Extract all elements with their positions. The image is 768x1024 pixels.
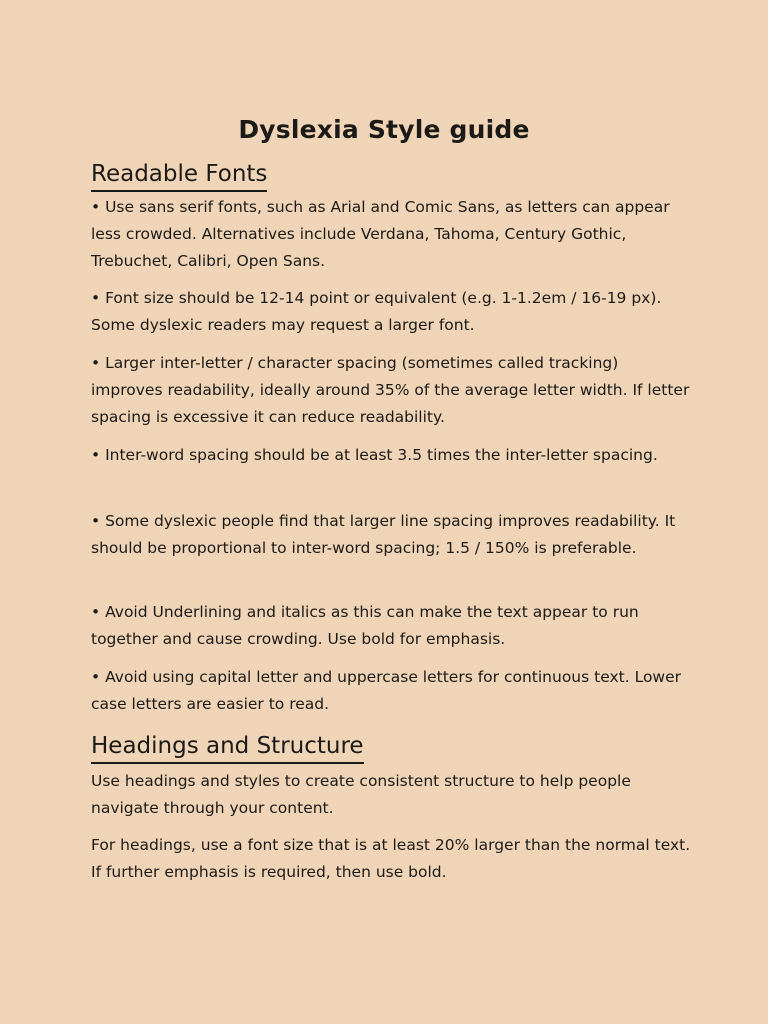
paragraph-line-spacing: • Some dyslexic people find that larger line spacing improves readability. It should be proportional to inter-word spacing; 1.5 / 150% is preferable. — [91, 512, 676, 557]
paragraph-avoid-capitals: • Avoid using capital letter and uppercase letters for continuous text. Lower case letters are easier to read. — [91, 668, 682, 713]
paragraph-avoid-underlining: • Avoid Underlining and italics as this can make the text appear to run together and cause crowding. Use bold for emphasis. — [91, 603, 639, 648]
document-title: Dyslexia Style guide — [238, 115, 530, 144]
section-heading-readable-fonts: Readable Fonts — [91, 159, 267, 192]
paragraph-letter-spacing: • Larger inter-letter / character spacing (sometimes called tracking) improves readability, ideally around 35% of the average letter width. If letter spacing is excessive it can reduce readability. — [91, 354, 690, 426]
paragraph-word-spacing: • Inter-word spacing should be at least 3.5 times the inter-letter spacing. — [91, 446, 658, 464]
paragraph-sans-serif-fonts: • Use sans serif fonts, such as Arial and Comic Sans, as letters can appear less crowded. Alternatives include Verdana, Tahoma, Century Gothic, Trebuchet, Calibri, Open Sans. — [91, 198, 670, 270]
paragraph-heading-font-size: For headings, use a font size that is at least 20% larger than the normal text. If further emphasis is required, then use bold. — [91, 836, 691, 881]
paragraph-font-size: • Font size should be 12-14 point or equivalent (e.g. 1-1.2em / 16-19 px). Some dyslexic readers may request a larger font. — [91, 289, 662, 334]
paragraph-use-headings: Use headings and styles to create consistent structure to help people navigate through your content. — [91, 772, 631, 817]
section-heading-headings-and-structure: Headings and Structure — [91, 731, 364, 764]
